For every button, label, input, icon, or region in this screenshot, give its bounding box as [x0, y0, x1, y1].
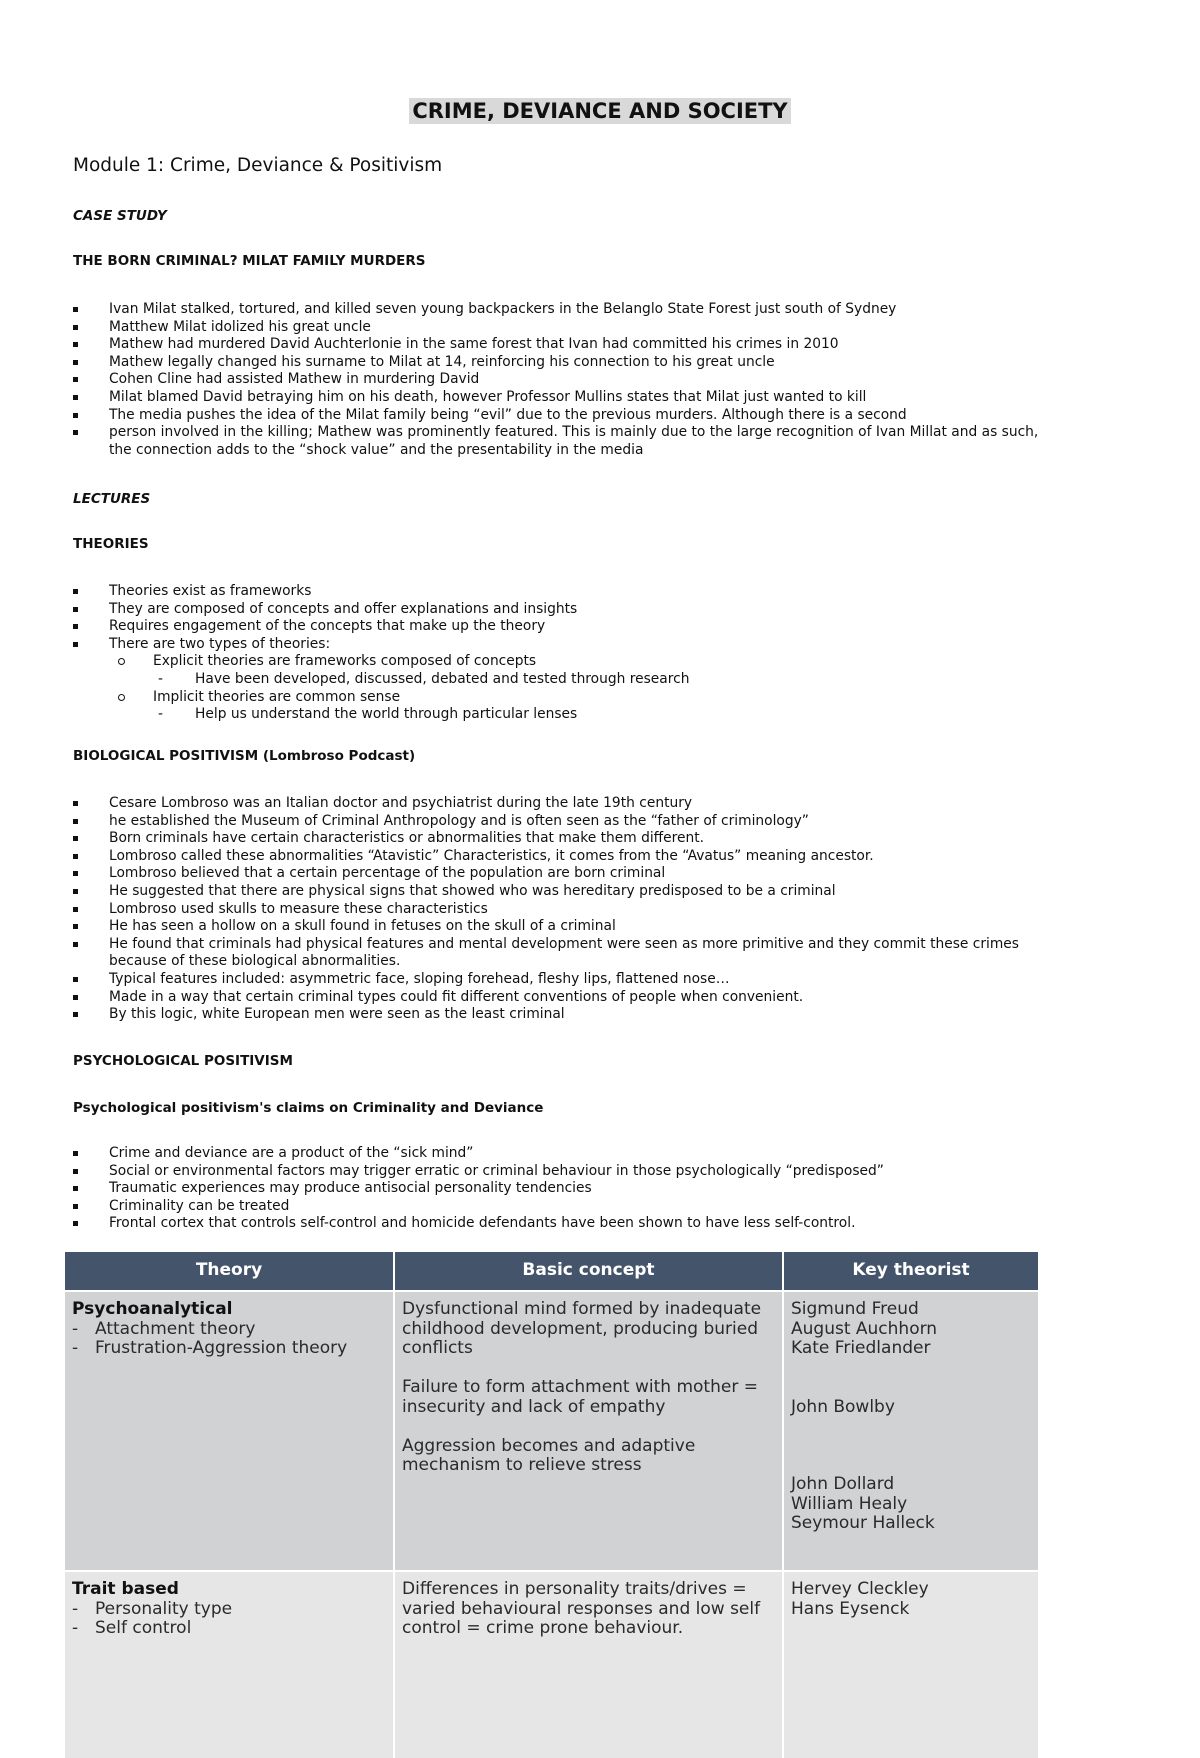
list-item: There are two types of theories:	[73, 636, 689, 654]
concept-text: Dysfunctional mind formed by inadequate childhood development, producing buried conflicts	[402, 1299, 762, 1358]
case-study-subheading: THE BORN CRIMINAL? MILAT FAMILY MURDERS	[73, 253, 426, 269]
biological-heading: BIOLOGICAL POSITIVISM (Lombroso Podcast)	[73, 748, 416, 764]
list-item: Born criminals have certain characteristics or abnormalities that make them different.	[73, 830, 1019, 848]
list-item: Cohen Cline had assisted Mathew in murdering David	[73, 371, 1038, 389]
list-item-continuation: the connection adds to the “shock value” and the presentability in the media	[109, 441, 644, 458]
list-item: Lombroso believed that a certain percentage of the population are born criminal	[73, 865, 1019, 883]
list-item: By this logic, white European men were seen as the least criminal	[73, 1006, 1019, 1024]
theorist-name: Sigmund Freud	[791, 1299, 919, 1319]
table-row	[65, 1571, 1039, 1758]
list-subitem: Implicit theories are common sense	[73, 689, 689, 707]
theorist-name: Seymour Halleck	[791, 1513, 935, 1533]
case-study-heading: CASE STUDY	[73, 208, 167, 224]
table-row	[65, 1291, 1039, 1571]
theory-subtype: - Self control	[72, 1618, 192, 1638]
list-item: The media pushes the idea of the Milat family being “evil” due to the previous murders. Although there is a second	[73, 407, 1038, 425]
theorist-name: John Bowlby	[791, 1396, 895, 1417]
column-header-theory: Theory	[65, 1252, 394, 1291]
case-study-list	[73, 301, 1038, 459]
lectures-heading: LECTURES	[73, 491, 151, 507]
list-item: Criminality can be treated	[73, 1198, 884, 1216]
list-item: They are composed of concepts and offer explanations and insights	[73, 601, 689, 619]
table-header-row	[65, 1252, 1039, 1291]
theorist-name: William Healy	[791, 1493, 908, 1514]
list-item-continuation: because of these biological abnormalities.	[109, 953, 401, 970]
concept-text: Aggression becomes and adaptive mechanism to relieve stress	[402, 1435, 696, 1475]
theorist-cell	[783, 1291, 1039, 1571]
list-subsubitem: - Help us understand the world through particular lenses	[158, 706, 578, 723]
list-item: He has seen a hollow on a skull found in fetuses on the skull of a criminal	[73, 918, 1019, 936]
theory-name: Trait based	[72, 1579, 179, 1599]
theories-table	[65, 1252, 1040, 1758]
list-item: Made in a way that certain criminal types could fit different conventions of people when convenient.	[73, 989, 1019, 1007]
theory-subtype: - Personality type	[72, 1598, 233, 1619]
list-item: Mathew had murdered David Auchterlonie in the same forest that Ivan had committed his crimes in 2010	[73, 336, 1038, 354]
document-title: CRIME, DEVIANCE AND SOCIETY	[409, 98, 790, 124]
list-item: Cesare Lombroso was an Italian doctor and psychiatrist during the late 19th century	[73, 795, 1019, 813]
list-item: Social or environmental factors may trigger erratic or criminal behaviour in those psychologically “predisposed”	[73, 1163, 884, 1181]
theories-list	[73, 583, 689, 724]
list-item: Ivan Milat stalked, tortured, and killed seven young backpackers in the Belanglo State Forest just south of Sydney	[73, 301, 1038, 319]
list-subsubitem: - Have been developed, discussed, debated and tested through research	[158, 670, 690, 687]
list-item: Lombroso called these abnormalities “Atavistic” Characteristics, it comes from the “Avatus” meaning ancestor.	[73, 848, 1019, 866]
theorist-name: August Auchhorn	[791, 1318, 938, 1339]
psychological-list	[73, 1145, 884, 1233]
theorist-name: John Dollard	[791, 1474, 895, 1494]
column-header-basic-concept: Basic concept	[394, 1252, 783, 1291]
document-title-wrap	[0, 99, 1200, 123]
theory-cell	[65, 1571, 394, 1758]
concept-cell	[394, 1571, 783, 1758]
biological-list	[73, 795, 1019, 1024]
concept-cell	[394, 1291, 783, 1571]
theory-name: Psychoanalytical	[72, 1299, 233, 1319]
theories-heading: THEORIES	[73, 536, 149, 552]
concept-text: Differences in personality traits/drives = varied behavioural responses and low self control = crime prone behaviour.	[402, 1579, 761, 1638]
theory-cell	[65, 1291, 394, 1571]
list-item: Crime and deviance are a product of the “sick mind”	[73, 1145, 884, 1163]
module-heading: Module 1: Crime, Deviance & Positivism	[73, 155, 443, 176]
theorist-name: Hans Eysenck	[791, 1598, 910, 1619]
list-item: Frontal cortex that controls self-control and homicide defendants have been shown to have less self-control.	[73, 1215, 884, 1233]
theorist-name: Hervey Cleckley	[791, 1579, 929, 1599]
list-item: he established the Museum of Criminal Anthropology and is often seen as the “father of criminology”	[73, 813, 1019, 831]
theory-subtype: - Frustration-Aggression theory	[72, 1338, 348, 1358]
list-item: Theories exist as frameworks	[73, 583, 689, 601]
psychological-subheading: Psychological positivism's claims on Criminality and Deviance	[73, 1100, 544, 1116]
list-item: Typical features included: asymmetric face, sloping forehead, fleshy lips, flattened nose…	[73, 971, 1019, 989]
list-item: person involved in the killing; Mathew was prominently featured. This is mainly due to the large recognition of Ivan Millat and as such,	[73, 424, 1038, 442]
list-item: Requires engagement of the concepts that make up the theory	[73, 618, 689, 636]
column-header-key-theorist: Key theorist	[783, 1252, 1039, 1291]
theorist-cell	[783, 1571, 1039, 1758]
concept-text: Failure to form attachment with mother = insecurity and lack of empathy	[402, 1377, 758, 1417]
psychological-heading: PSYCHOLOGICAL POSITIVISM	[73, 1053, 293, 1069]
list-item: Milat blamed David betraying him on his death, however Professor Mullins states that Milat just wanted to kill	[73, 389, 1038, 407]
list-item: Lombroso used skulls to measure these characteristics	[73, 901, 1019, 919]
list-item: He suggested that there are physical signs that showed who was hereditary predisposed to be a criminal	[73, 883, 1019, 901]
theory-subtype: - Attachment theory	[72, 1318, 256, 1339]
list-item: Mathew legally changed his surname to Milat at 14, reinforcing his connection to his great uncle	[73, 354, 1038, 372]
list-item: He found that criminals had physical features and mental development were seen as more primitive and they commit these crimes	[73, 936, 1019, 954]
list-subitem: Explicit theories are frameworks composed of concepts	[73, 653, 689, 671]
list-item: Matthew Milat idolized his great uncle	[73, 319, 1038, 337]
theorist-name: Kate Friedlander	[791, 1338, 931, 1358]
list-item: Traumatic experiences may produce antisocial personality tendencies	[73, 1180, 884, 1198]
